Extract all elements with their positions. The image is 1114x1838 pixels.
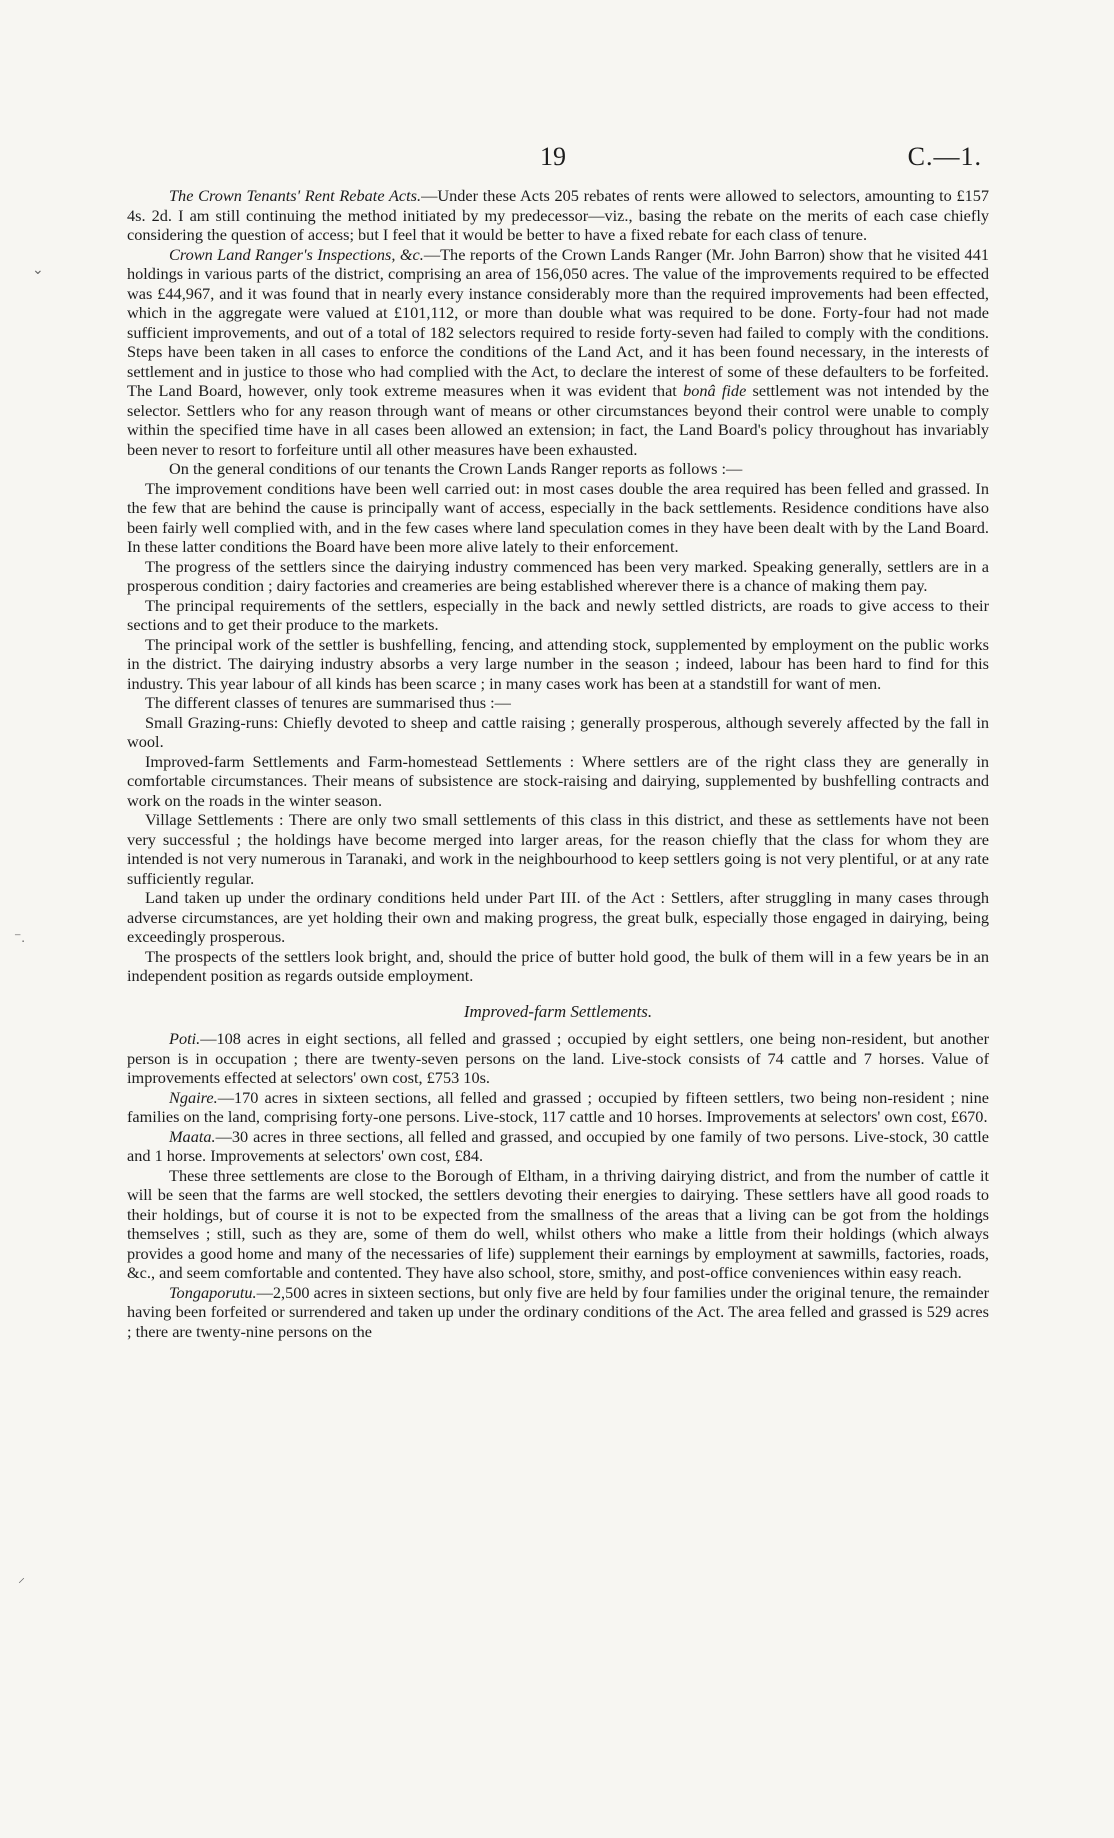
paragraph: Improved-farm Settlements and Farm-homestead Settlements : Where settlers are of the right class they are generally in comfortable circumstances. Their means of subsistence are stock-raising and dairying, supplemented by bushfelling contracts and work on the roads in the winter season. [127, 751, 989, 810]
settlement-text: —30 acres in three sections, all felled and grassed, and occupied by one family of two persons. Live-stock, 30 cattle and 1 horse. Improvements at selectors' own cost, £84. [127, 1126, 989, 1165]
paragraph-text: settlement was not intended by the selector. Settlers who for any reason through want of means or other circumstances beyond their control were unable to comply within the specified time have in all cases been allowed an extension; in fact, the Land Board's policy throughout has invariably been never to resort to forfeiture until all other measures have been exhausted. [127, 381, 989, 459]
section-heading: Improved-farm Settlements. [463, 1001, 653, 1021]
series-code: C.—1. [907, 142, 982, 171]
settlement-name: Poti. [169, 1029, 201, 1048]
margin-mark: ⁻. [14, 931, 25, 946]
paragraph: The principal requirements of the settlers, especially in the back and newly settled districts, are roads to give access to their sections and to get their produce to the markets. [127, 595, 989, 634]
settlement-summary [127, 1166, 989, 1283]
settlement-name: Ngaire. [169, 1087, 218, 1107]
paragraph: Small Grazing-runs: Chiefly devoted to sheep and cattle raising ; generally prosperous, although severely affected by the fall in wool. [127, 712, 989, 751]
settlement-maata [127, 1127, 989, 1166]
settlement-name: Tongaporutu. [169, 1282, 257, 1302]
paragraph: The improvement conditions have been well carried out: in most cases double the area required has been felled and grassed. In the few that are behind the cause is principally want of access, especially in the back settlements. Residence conditions have also been fairly well complied with, and in the few cases where land speculation comes in they have been dealt with by the Land Board. In these latter conditions the Board have been more alive lately to their enforcement. [127, 478, 989, 556]
settlement-text: These three settlements are close to the Borough of Eltham, in a thriving dairying district, and from the number of cattle it will be seen that the farms are well stocked, the settlers devoting their energies to dairying. These settlers have all good roads to their holdings, but of course it is not to be expected from the smallness of the areas that a living can be got from the holdings themselves ; still, such as they are, some of them do well, whilst others who make a little from their holdings (which always provides a good home and many of the necessaries of life) supplement their earnings by employment at sawmills, factories, roads, &c., and seem comfortable and contented. They have also school, store, smithy, and post-office conveniences within easy reach. [127, 1165, 989, 1282]
paragraph-lead: The Crown Tenants' Rent Rebate Acts. [169, 186, 422, 205]
margin-mark: ⌄ [32, 263, 44, 278]
settlement-text: —170 acres in sixteen sections, all felled and grassed ; occupied by fifteen settlers, two being non-resident ; nine families on the land, comprising forty-one persons. Live-stock, 117 cattle and 10 horses. Improvements at selectors' own cost, £670. [127, 1087, 989, 1126]
settlement-name: Maata. [169, 1126, 216, 1146]
page-number: 19 [540, 142, 566, 171]
paragraph-text: —Under these Acts 205 rebates of rents were allowed to selectors, amounting to £157 4s. 2d. I am still continuing the method initiated by my predecessor—viz., basing the rebate on the merits of each case chiefly considering the question of access; but I feel that it would be better to have a fixed rebate for each class of tenure. [127, 186, 990, 244]
paragraph-text: —The reports of the Crown Lands Ranger (Mr. John Barron) show that he visited 441 holdings in various parts of the district, comprising an area of 156,050 acres. The value of the improvements required to be effected was £44,967, and it was found that in nearly every instance considerably more than the required improvements had been effected, which in the aggregate were valued at £101,112, or more than double what was required to be done. Forty-four had not made sufficient improvements, and out of a total of 182 selectors required to reside forty-seven had failed to comply with the conditions. Steps have been taken in all cases to enforce the conditions of the Land Act, and it has been found necessary, in the interests of settlement and in justice to those who had complied with the Act, to declare the interest of some of these defaulters to be forfeited. The Land Board, however, only took extreme measures when it was evident that [127, 244, 989, 400]
settlement-tongaporutu [127, 1283, 989, 1342]
margin-mark: ⸝ [18, 1571, 25, 1586]
paragraph: On the general conditions of our tenants the Crown Lands Ranger reports as follows :— [169, 459, 743, 478]
paragraph: The different classes of tenures are summarised thus :— [145, 693, 511, 712]
settlement-text: —2,500 acres in sixteen sections, but only five are held by four families under the original tenure, the remainder having been forfeited or surrendered and taken up under the ordinary conditions of the Act. The area felled and grassed is 529 acres ; there are twenty-nine persons on the [127, 1282, 989, 1341]
settlement-poti [127, 1029, 989, 1088]
paragraph: The principal work of the settler is bushfelling, fencing, and attending stock, supplemented by employment on the public works in the district. The dairying industry absorbs a very large number in the season ; indeed, labour has been hard to find for this industry. This year labour of all kinds has been scarce ; in many cases work has been at a standstill for want of men. [127, 634, 989, 693]
paragraph: Land taken up under the ordinary conditions held under Part III. of the Act : Settlers, after struggling in many cases through adverse circumstances, are yet holding their own and making progress, the great bulk, especially those engaged in dairying, being exceedingly prosperous. [127, 888, 989, 946]
paragraph-lead: Crown Land Ranger's Inspections, &c. [169, 244, 424, 264]
page-header [0, 142, 1114, 182]
paragraph: The progress of the settlers since the dairying industry commenced has been very marked. Speaking generally, settlers are in a prosperous condition ; dairy factories and creameries are being established wherever there is a chance of making them pay. [127, 556, 989, 595]
settlement-text: —108 acres in eight sections, all felled and grassed ; occupied by eight settlers, one being non-resident, but another person is in occupation ; there are twenty-seven persons on the land. Live-stock consists of 74 cattle and 7 horses. Value of improvements effected at selectors' own cost, £753 10s. [127, 1029, 989, 1087]
paragraph-italic: bonâ fide [683, 381, 747, 400]
paragraph-ranger-inspections [127, 245, 989, 460]
document-body [127, 186, 989, 1341]
paragraph: The prospects of the settlers look bright, and, should the price of butter hold good, the bulk of them will in a few years be in an independent position as regards outside employment. [127, 946, 989, 985]
paragraph-rent-rebate [127, 186, 989, 245]
settlement-ngaire [127, 1088, 989, 1127]
paragraph: Village Settlements : There are only two small settlements of this class in this district, and these as settlements have not been very successful ; the holdings have become merged into larger areas, for the reason chiefly that the class for whom they are intended is not very numerous in Taranaki, and work in the neighbourhood to keep settlers going is not very plentiful, or at any rate sufficiently regular. [127, 810, 989, 888]
